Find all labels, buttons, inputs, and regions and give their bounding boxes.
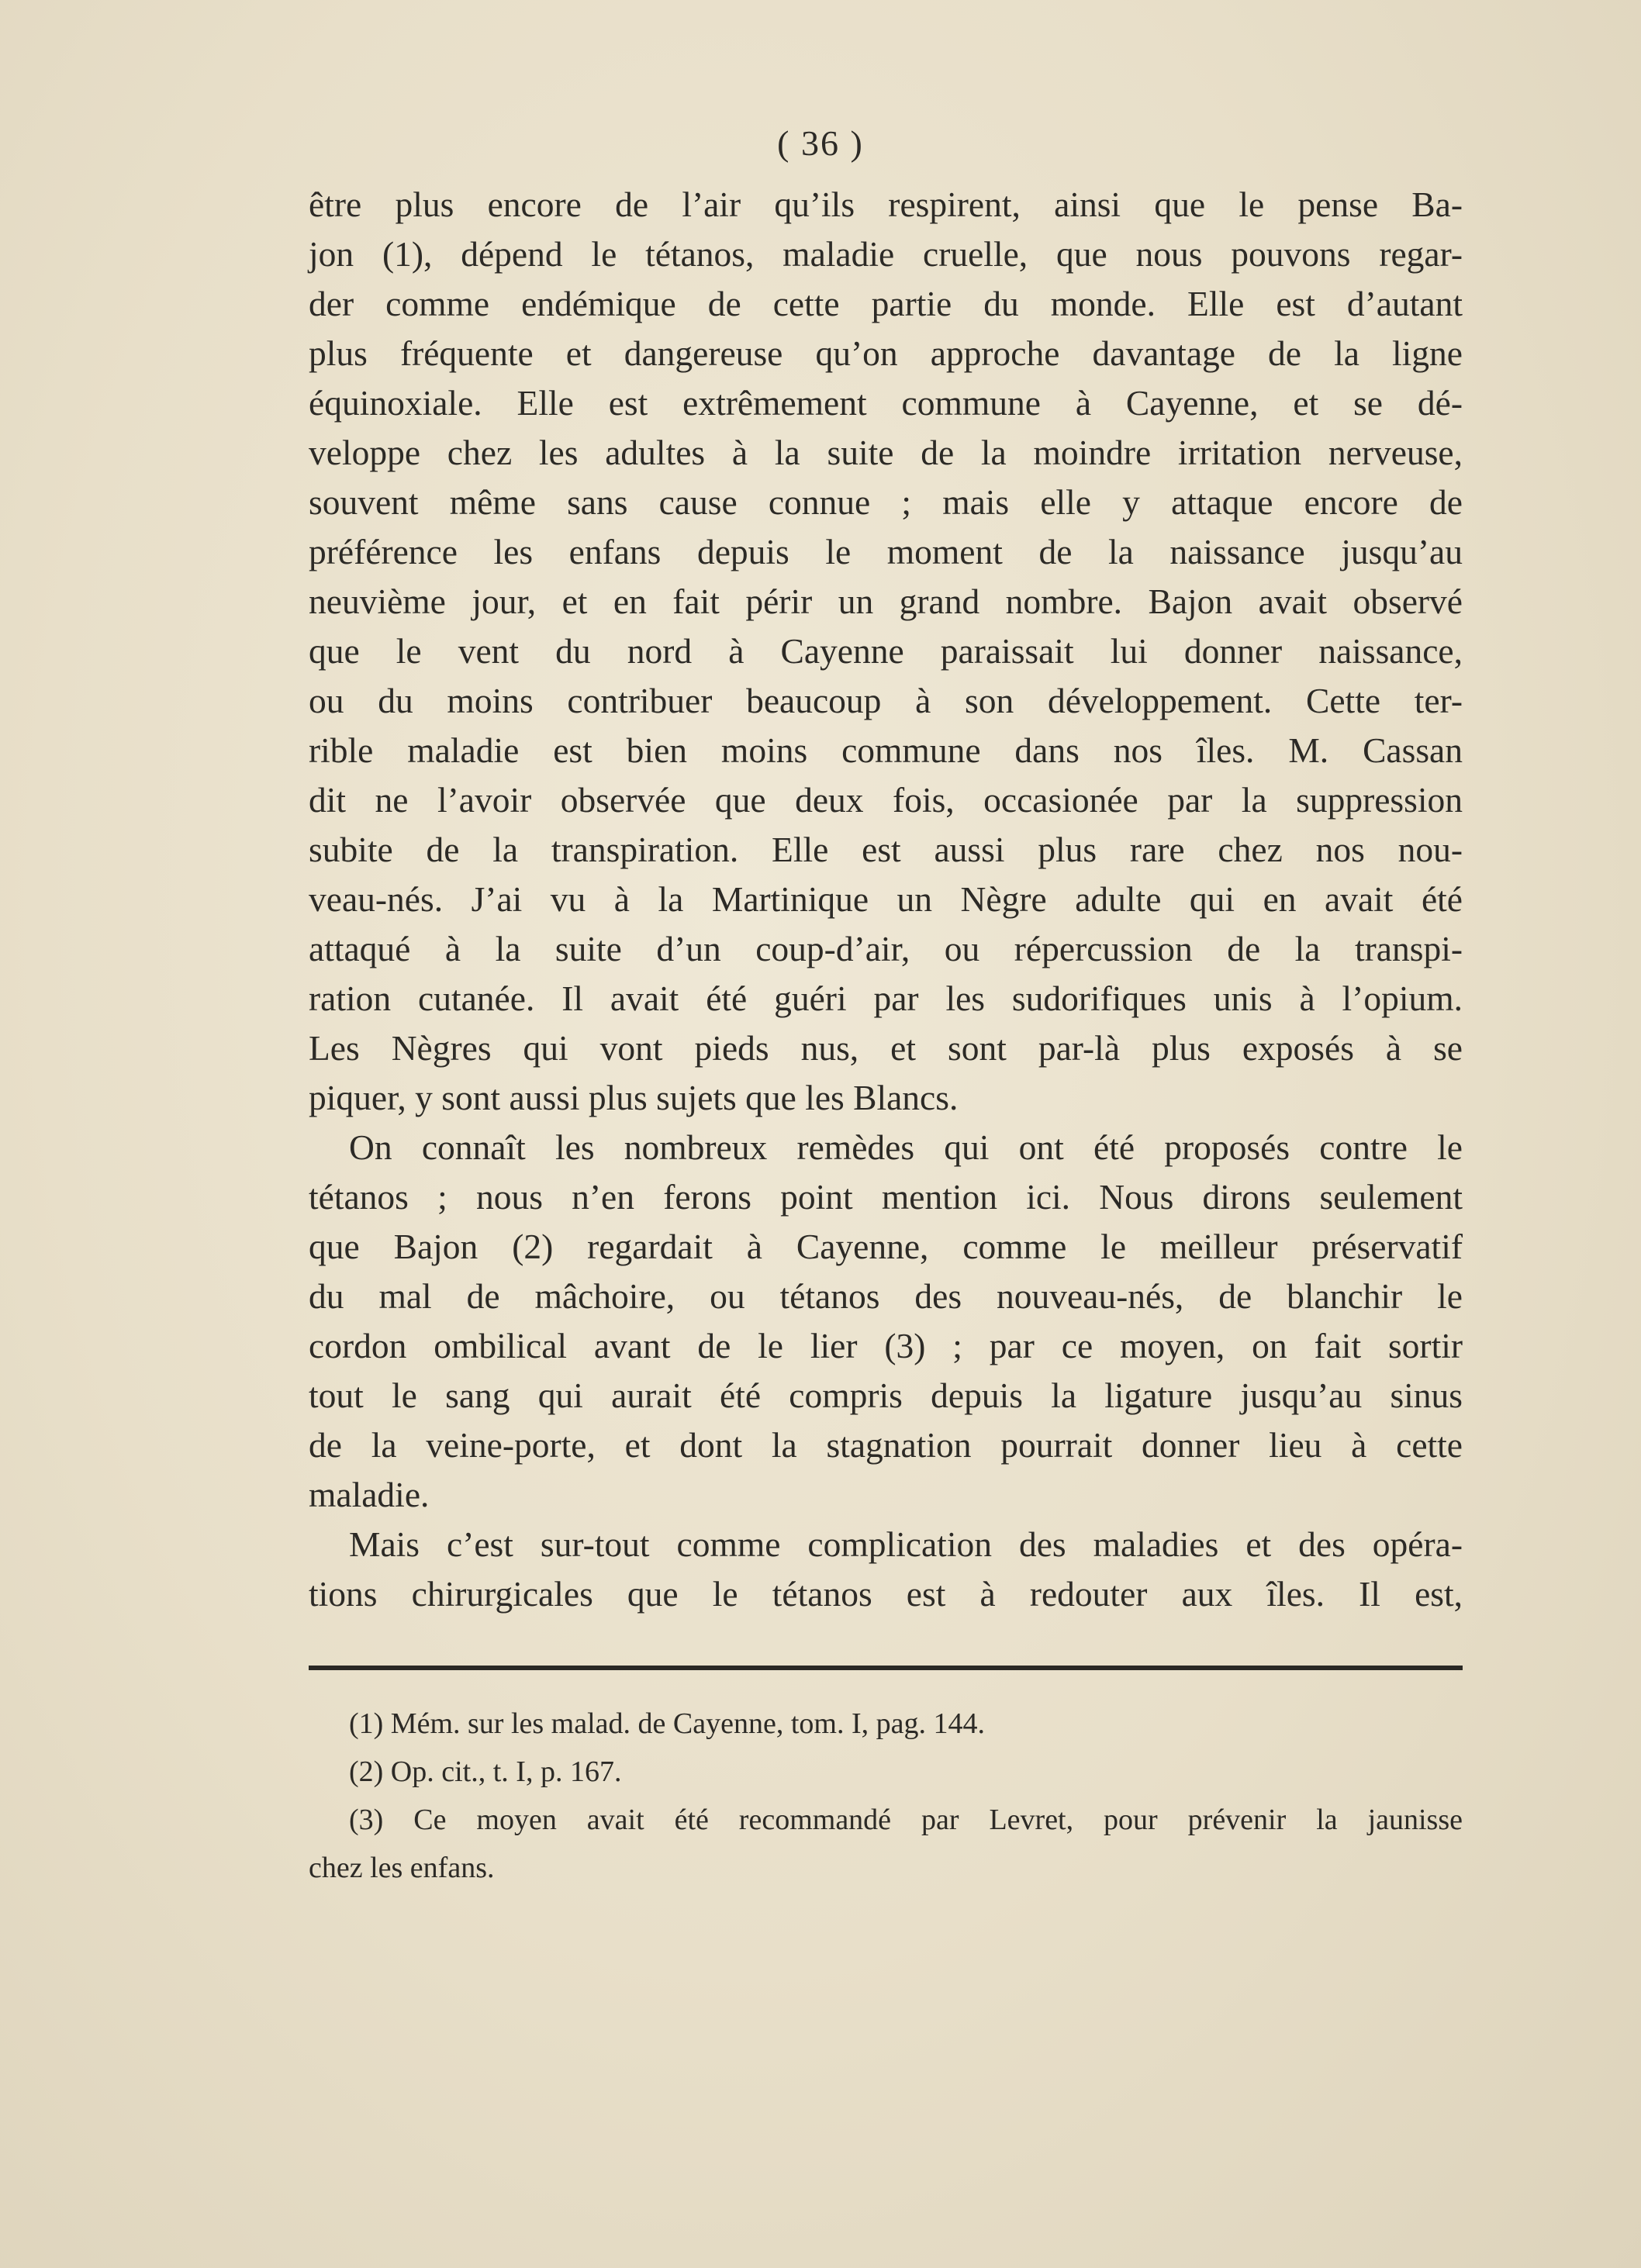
body-line: subite de la transpiration. Elle est aussi plus rare chez nos nou- xyxy=(309,830,1463,869)
body-line: dit ne l’avoir observée que deux fois, occasionée par la suppression xyxy=(309,780,1463,820)
body-line: être plus encore de l’air qu’ils respirent, ainsi que le pense Ba- xyxy=(309,185,1463,224)
body-line: veloppe chez les adultes à la suite de la moindre irritation nerveuse, xyxy=(309,433,1463,472)
body-line: der comme endémique de cette partie du monde. Elle est d’autant xyxy=(309,284,1463,323)
body-line: de la veine-porte, et dont la stagnation pourrait donner lieu à cette xyxy=(309,1425,1463,1465)
body-text xyxy=(309,180,1463,1619)
body-line: ou du moins contribuer beaucoup à son développement. Cette ter- xyxy=(309,681,1463,720)
page-number: ( 36 ) xyxy=(777,123,864,163)
body-line: souvent même sans cause connue ; mais elle y attaque encore de xyxy=(309,482,1463,522)
body-line: plus fréquente et dangereuse qu’on approche davantage de la ligne xyxy=(309,333,1463,373)
body-line: tions chirurgicales que le tétanos est à redouter aux îles. Il est, xyxy=(309,1574,1463,1614)
body-line: que le vent du nord à Cayenne paraissait lui donner naissance, xyxy=(309,631,1463,671)
body-line: préférence les enfans depuis le moment de la naissance jusqu’au xyxy=(309,532,1463,571)
footnotes xyxy=(309,1700,1463,1892)
body-line: veau-nés. J’ai vu à la Martinique un Nègre adulte qui en avait été xyxy=(309,879,1463,919)
body-line: maladie. xyxy=(309,1475,430,1514)
body-line: cordon ombilical avant de le lier (3) ; par ce moyen, on fait sortir xyxy=(309,1326,1463,1365)
body-line: piquer, y sont aussi plus sujets que les Blancs. xyxy=(309,1078,959,1117)
body-line: neuvième jour, et en fait périr un grand nombre. Bajon avait observé xyxy=(309,582,1463,621)
footnote: (3) Ce moyen avait été recommandé par Levret, pour prévenir la jaunisse xyxy=(349,1804,1463,1836)
body-line: tout le sang qui aurait été compris depuis la ligature jusqu’au sinus xyxy=(309,1376,1463,1415)
body-line: jon (1), dépend le tétanos, maladie cruelle, que nous pouvons regar- xyxy=(309,234,1463,274)
body-line: attaqué à la suite d’un coup-d’air, ou répercussion de la transpi- xyxy=(309,929,1463,968)
body-line: Les Nègres qui vont pieds nus, et sont par-là plus exposés à se xyxy=(309,1028,1463,1068)
body-line: du mal de mâchoire, ou tétanos des nouveau-nés, de blanchir le xyxy=(309,1276,1463,1316)
footnote-divider xyxy=(309,1666,1463,1670)
body-line: tétanos ; nous n’en ferons point mention ici. Nous dirons seulement xyxy=(309,1177,1463,1217)
footnote: (2) Op. cit., t. I, p. 167. xyxy=(349,1755,622,1788)
body-line: que Bajon (2) regardait à Cayenne, comme le meilleur préservatif xyxy=(309,1227,1463,1266)
footnote: (1) Mém. sur les malad. de Cayenne, tom. I, pag. 144. xyxy=(349,1707,985,1740)
body-line: Mais c’est sur-tout comme complication des maladies et des opéra- xyxy=(349,1524,1463,1564)
footnote-continuation: chez les enfans. xyxy=(309,1852,495,1884)
body-line: On connaît les nombreux remèdes qui ont été proposés contre le xyxy=(349,1127,1463,1167)
body-line: équinoxiale. Elle est extrêmement commune à Cayenne, et se dé- xyxy=(309,383,1463,423)
body-line: rible maladie est bien moins commune dans nos îles. M. Cassan xyxy=(309,730,1463,770)
body-line: ration cutanée. Il avait été guéri par les sudorifiques unis à l’opium. xyxy=(309,979,1463,1018)
